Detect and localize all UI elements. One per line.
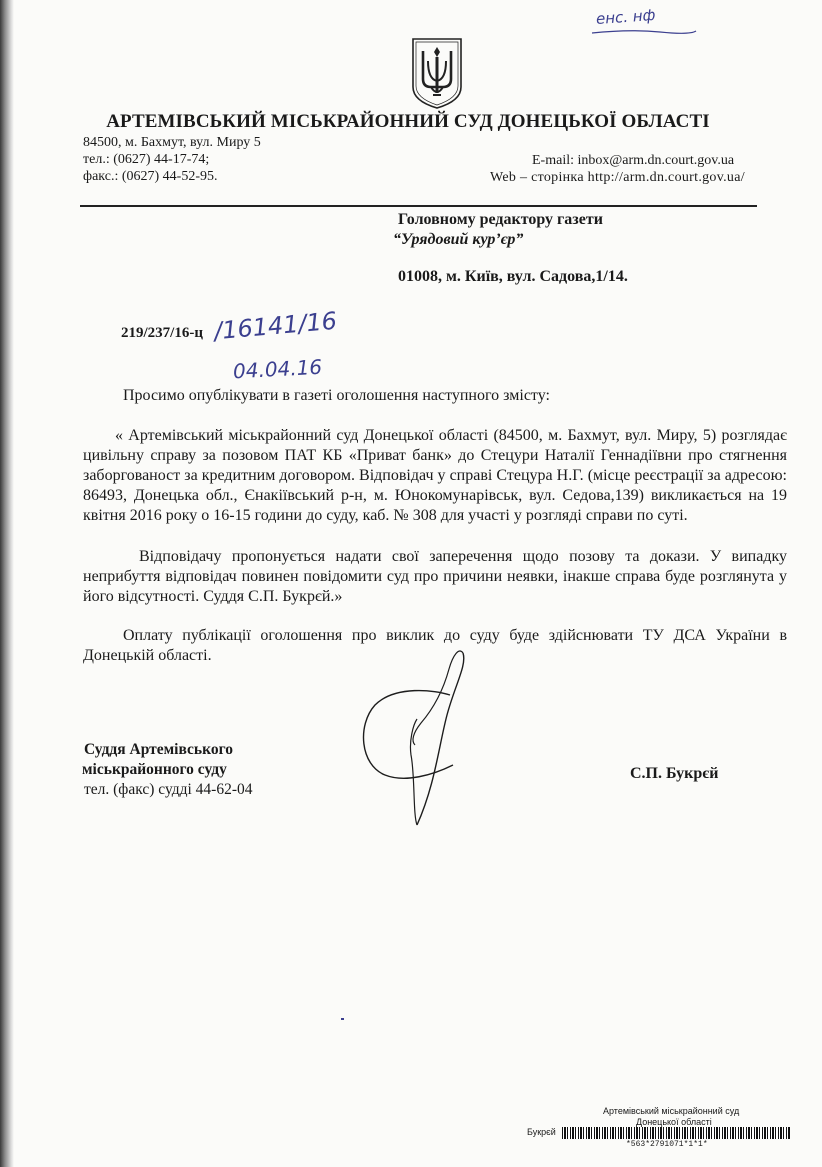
recipient-line-1: Головному редактору газети (398, 211, 603, 228)
barcode-code: *563*2791071*1*1* (626, 1140, 708, 1149)
handwritten-registration-date: 04.04.16 (232, 354, 323, 384)
handwritten-signature (355, 645, 475, 835)
coat-of-arms-icon (409, 35, 465, 111)
publication-request: Просимо опублікувати в газеті оголошення наступного змісту: (123, 387, 550, 404)
judge-title-line-2: міськрайонного суду (82, 761, 227, 778)
recipient-address: 01008, м. Київ, вул. Садова,1/14. (398, 268, 628, 285)
corner-handwritten-note: енс. нф (595, 5, 657, 29)
court-email: E-mail: inbox@arm.dn.court.gov.ua (532, 153, 735, 168)
judge-name: С.П. Букрєй (630, 765, 719, 782)
court-phone: тел.: (0627) 44-17-74; (83, 152, 210, 167)
ink-dot (341, 1018, 344, 1020)
court-title: АРТЕМІВСЬКИЙ МІСЬКРАЙОННИЙ СУД ДОНЕЦЬКОЇ ОБЛАСТІ (106, 111, 710, 132)
judge-phone: тел. (факс) судді 44-62-04 (84, 781, 253, 798)
payment-note: Оплату публікації оголошення про виклик до суду буде здійснювати ТУ ДСА України в Донецькій області. (83, 627, 787, 664)
stamp-region: Донецької області (636, 1117, 712, 1127)
header-divider (80, 205, 757, 207)
corner-note-underline (590, 28, 700, 36)
registration-barcode (562, 1127, 790, 1139)
court-address: 84500, м. Бахмут, вул. Миру 5 (83, 135, 261, 150)
announcement-paragraph-2: Відповідачу пропонується надати свої заперечення щодо позову та докази. У випадку неприбуття відповідач повинен повідомити суд про причини неявки, інакше справа буде розглянута у його відсутності. Суддя С.П. Букрєй.» (83, 548, 787, 605)
court-fax: факс.: (0627) 44-52-95. (83, 169, 218, 184)
scan-edge-shadow (0, 0, 14, 1167)
outgoing-number: 219/237/16-ц (121, 325, 203, 341)
stamp-judge-prefix: Букрєй (527, 1127, 556, 1137)
judge-title-line-1: Суддя Артемівського (84, 741, 234, 758)
handwritten-registration-number: /16141/16 (213, 306, 339, 346)
stamp-court-name: Артемівський міськрайонний суд (603, 1106, 740, 1116)
court-website: Web – сторінка http://arm.dn.court.gov.ua/ (490, 170, 745, 185)
announcement-paragraph-1: « Артемівський міськрайонний суд Донецької області (84500, м. Бахмут, вул. Миру, 5) розглядає цивільну справу за позовом ПАТ КБ «Приват банк» до Стецури Наталії Геннадіївни про стягнення заборгованост за кредитним договором. Відповідач у справі Стецура Н.Г. (місце реєстрації за адресою: 86493, Донецька обл., Єнакіївський р-н, м. Юнокомунарівськ, вул. Седова,139) викликається на 19 квітня 2016 року о 16-15 години до суду, каб. № 308 для участі у розгляді справи по суті. (83, 427, 787, 524)
recipient-newspaper: “Урядовий кур’єр” (393, 231, 524, 248)
